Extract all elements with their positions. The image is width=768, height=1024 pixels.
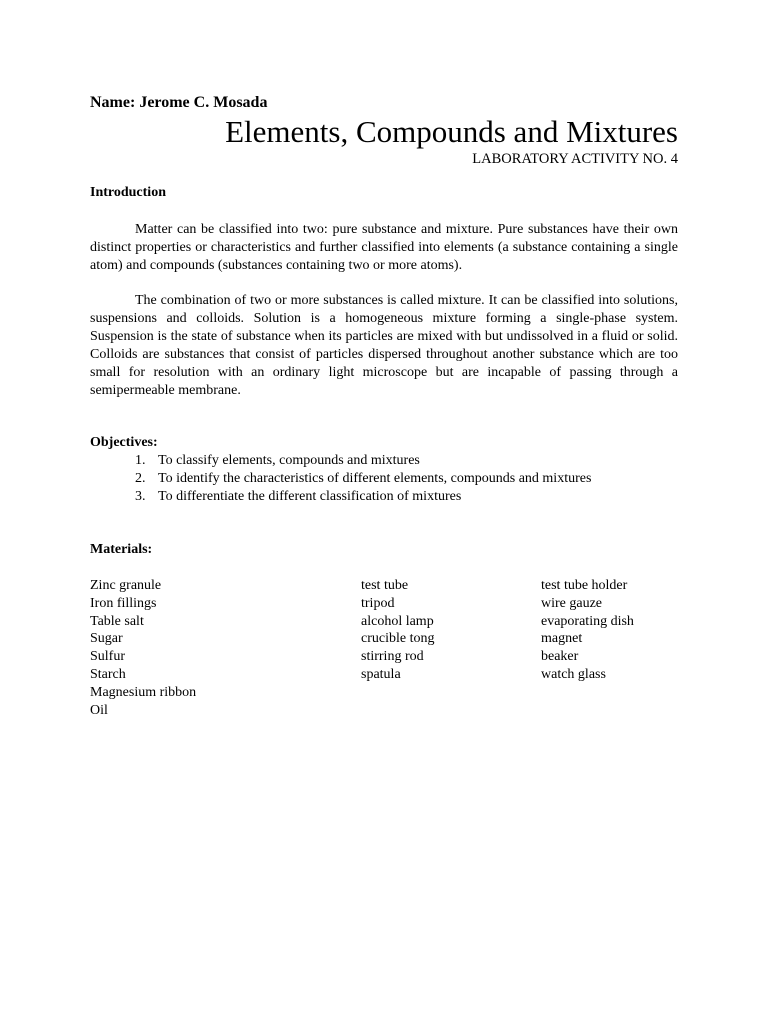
list-item: Starch: [90, 666, 126, 682]
objectives-heading: Objectives:: [90, 435, 158, 450]
list-number: 3.: [135, 489, 146, 504]
materials-column-1: [90, 577, 196, 719]
materials-column-3: [541, 577, 634, 684]
list-item: [90, 452, 591, 470]
list-item: tripod: [361, 595, 395, 611]
introduction-paragraph-1: Matter can be classified into two: pure substance and mixture. Pure substances have their own distinct properties or characteristics and further classified into elements (a substance containing a single atom) and compounds (substances containing two or more atoms).: [90, 222, 678, 273]
introduction-paragraph-2: The combination of two or more substances is called mixture. It can be classified into solutions, suspensions and colloids. Solution is a homogeneous mixture forming a single-phase system. Suspension is the state of substance when its particles are mixed with but undissolved in a fluid or solid. Colloids are substances that consist of particles dispersed throughout another substance which are too small for resolution with an ordinary light microscope but are incapable of passing through a semipermeable membrane.: [90, 293, 678, 398]
list-item: Sugar: [90, 631, 123, 647]
list-item: beaker: [541, 649, 579, 665]
list-item: evaporating dish: [541, 613, 634, 629]
materials-heading: Materials:: [90, 542, 153, 557]
list-item-text: To identify the characteristics of different elements, compounds and mixtures: [158, 471, 592, 486]
document-subtitle: LABORATORY ACTIVITY NO. 4: [472, 151, 678, 167]
document-page: [90, 0, 678, 1024]
list-item: Zinc granule: [90, 578, 162, 593]
list-item: [90, 470, 591, 488]
author-name: Name: Jerome C. Mosada: [90, 94, 268, 111]
list-item: test tube holder: [541, 578, 628, 593]
list-item: alcohol lamp: [361, 613, 434, 629]
list-item: wire gauze: [541, 595, 603, 611]
document-title: Elements, Compounds and Mixtures: [225, 114, 678, 149]
list-item: Oil: [90, 702, 108, 718]
objectives-list: [90, 452, 591, 506]
materials-column-2: [361, 577, 434, 684]
introduction-heading: Introduction: [90, 185, 166, 200]
list-item: test tube: [361, 578, 409, 593]
list-number: 1.: [135, 453, 146, 468]
list-item: stirring rod: [361, 649, 424, 665]
list-item: Magnesium ribbon: [90, 684, 197, 700]
list-item: [90, 488, 591, 506]
list-item-text: To classify elements, compounds and mixtures: [158, 453, 420, 468]
list-number: 2.: [135, 471, 146, 486]
list-item: Sulfur: [90, 649, 125, 665]
list-item: spatula: [361, 666, 401, 682]
list-item: magnet: [541, 631, 583, 647]
list-item-text: To differentiate the different classification of mixtures: [158, 489, 462, 504]
list-item: watch glass: [541, 666, 606, 682]
list-item: Iron fillings: [90, 595, 157, 611]
list-item: crucible tong: [361, 631, 435, 647]
list-item: Table salt: [90, 613, 144, 629]
